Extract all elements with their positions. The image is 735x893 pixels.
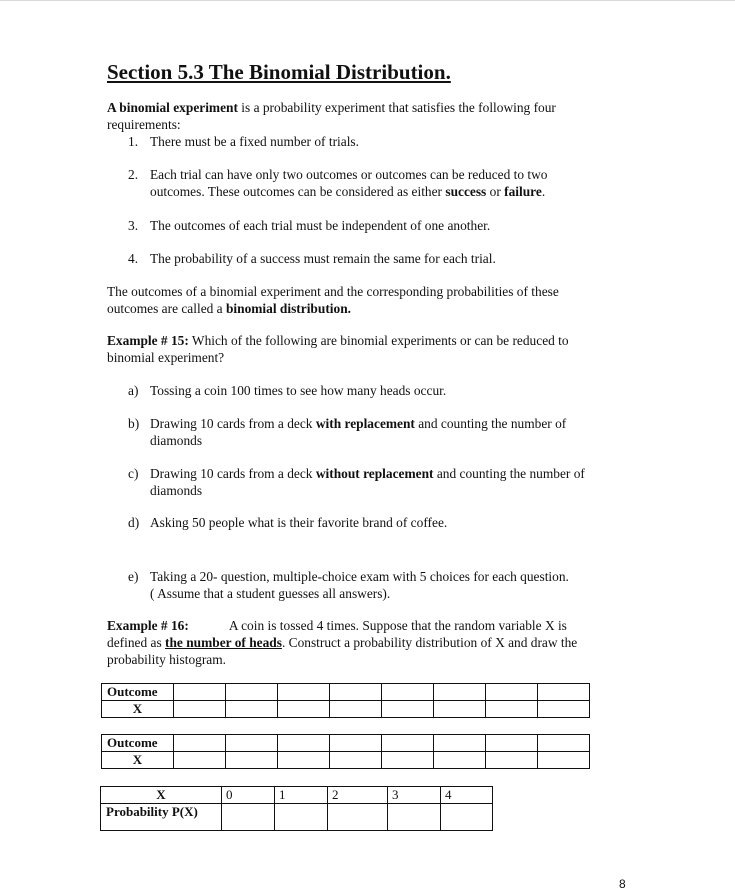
list-item — [150, 166, 630, 200]
table-cell[interactable] — [538, 735, 590, 752]
table-cell[interactable] — [174, 684, 226, 701]
table-cell[interactable] — [226, 701, 278, 718]
paragraph-text: defined as — [107, 635, 166, 650]
outcome-table-1 — [101, 683, 590, 718]
list-item-text: outcomes. These outcomes can be considered as either — [150, 184, 446, 199]
list-number: 1. — [128, 134, 139, 149]
paragraph-text: Which of the following are binomial experiments or can be reduced to — [188, 333, 569, 348]
x-value-cell: 1 — [275, 787, 328, 804]
table-cell[interactable] — [382, 735, 434, 752]
x-value-cell: 2 — [328, 787, 388, 804]
outcome-table-2 — [101, 734, 590, 769]
list-item: There must be a fixed number of trials. — [150, 134, 359, 149]
definition-text: is a probability experiment that satisfies the following four — [237, 100, 556, 115]
table-label-outcome: Outcome — [102, 735, 174, 752]
term-binomial-distribution: binomial distribution. — [225, 301, 351, 316]
item-text-part: and counting the number of — [433, 466, 585, 481]
table-label-x: X — [102, 701, 174, 718]
list-item-text: or — [486, 184, 505, 199]
x-value-cell: 0 — [222, 787, 275, 804]
probability-table — [100, 786, 493, 831]
list-number: 3. — [128, 218, 139, 233]
term-failure: failure — [504, 184, 542, 199]
item-text: Tossing a coin 100 times to see how many heads occur. — [150, 383, 447, 398]
paragraph-text: . Construct a probability distribution of X and draw the — [281, 635, 578, 650]
list-item-text: Each trial can have only two outcomes or outcomes can be reduced to two — [150, 167, 548, 182]
table-cell[interactable] — [278, 684, 330, 701]
item-text — [150, 465, 630, 499]
page-title: Section 5.3 The Binomial Distribution. — [107, 60, 451, 84]
term-without-replacement: without replacement — [315, 466, 434, 481]
item-text-part: and counting the number of — [414, 416, 567, 431]
item-letter: e) — [128, 569, 139, 584]
page-number: 8 — [619, 877, 626, 891]
definition-text-2: requirements: — [107, 117, 181, 132]
list-number: 2. — [128, 167, 139, 182]
item-text-part: Drawing 10 cards from a deck — [150, 416, 316, 431]
example-16-prompt — [107, 617, 627, 668]
item-letter: b) — [128, 416, 140, 431]
table-cell[interactable] — [330, 752, 382, 769]
probability-cell[interactable] — [222, 804, 275, 831]
binomial-experiment-definition — [107, 99, 627, 133]
item-letter: a) — [128, 383, 139, 398]
table-cell[interactable] — [538, 684, 590, 701]
example-label: Example # 15: — [107, 333, 189, 348]
list-item: The outcomes of each trial must be independent of one another. — [150, 218, 491, 233]
table-cell[interactable] — [486, 735, 538, 752]
table-cell[interactable] — [330, 701, 382, 718]
paragraph-text: The outcomes of a binomial experiment and the corresponding probabilities of these — [107, 284, 559, 299]
table-cell[interactable] — [226, 752, 278, 769]
table-cell[interactable] — [174, 701, 226, 718]
paragraph-text: outcomes are called a — [107, 301, 226, 316]
term-success: success — [445, 184, 487, 199]
paragraph-text: A coin is tossed 4 times. Suppose that the random variable X is — [228, 618, 567, 633]
table-cell[interactable] — [278, 752, 330, 769]
item-text — [150, 415, 630, 449]
table-cell[interactable] — [330, 735, 382, 752]
table-cell[interactable] — [226, 684, 278, 701]
example-15-prompt — [107, 332, 627, 366]
item-text-part: diamonds — [150, 433, 203, 448]
probability-cell[interactable] — [388, 804, 441, 831]
table-cell[interactable] — [226, 735, 278, 752]
table-label-x: X — [101, 787, 222, 804]
table-cell[interactable] — [538, 701, 590, 718]
table-cell[interactable] — [486, 701, 538, 718]
table-cell[interactable] — [538, 752, 590, 769]
table-cell[interactable] — [278, 701, 330, 718]
table-cell[interactable] — [382, 684, 434, 701]
term-number-of-heads: the number of heads — [165, 635, 282, 650]
list-item-text: . — [541, 184, 546, 199]
table-cell[interactable] — [434, 735, 486, 752]
term-with-replacement: with replacement — [315, 416, 415, 431]
probability-cell[interactable] — [275, 804, 328, 831]
table-cell[interactable] — [434, 684, 486, 701]
item-text-part: ( Assume that a student guesses all answers). — [150, 586, 391, 601]
item-letter: d) — [128, 515, 140, 530]
item-text-part: diamonds — [150, 483, 203, 498]
list-number: 4. — [128, 251, 139, 266]
probability-cell[interactable] — [441, 804, 493, 831]
term-binomial-experiment: A binomial experiment — [107, 100, 238, 115]
table-label-probability: Probability P(X) — [101, 804, 222, 831]
item-text: Asking 50 people what is their favorite brand of coffee. — [150, 515, 448, 530]
top-rule — [0, 0, 735, 1]
item-letter: c) — [128, 466, 139, 481]
item-text-part: Drawing 10 cards from a deck — [150, 466, 316, 481]
table-cell[interactable] — [174, 735, 226, 752]
paragraph-text: probability histogram. — [107, 652, 227, 667]
table-cell[interactable] — [382, 701, 434, 718]
table-cell[interactable] — [434, 701, 486, 718]
table-cell[interactable] — [382, 752, 434, 769]
paragraph-text: binomial experiment? — [107, 350, 225, 365]
x-value-cell: 4 — [441, 787, 493, 804]
list-item: The probability of a success must remain the same for each trial. — [150, 251, 496, 266]
table-cell[interactable] — [174, 752, 226, 769]
table-label-x: X — [102, 752, 174, 769]
table-cell[interactable] — [278, 735, 330, 752]
binomial-distribution-definition — [107, 283, 627, 317]
item-text-part: Taking a 20- question, multiple-choice exam with 5 choices for each question. — [150, 569, 569, 584]
item-text — [150, 568, 630, 602]
table-cell[interactable] — [434, 752, 486, 769]
table-cell[interactable] — [330, 684, 382, 701]
table-cell[interactable] — [486, 752, 538, 769]
example-label: Example # 16: — [107, 618, 189, 633]
x-value-cell: 3 — [388, 787, 441, 804]
probability-cell[interactable] — [328, 804, 388, 831]
table-label-outcome: Outcome — [102, 684, 174, 701]
table-cell[interactable] — [486, 684, 538, 701]
